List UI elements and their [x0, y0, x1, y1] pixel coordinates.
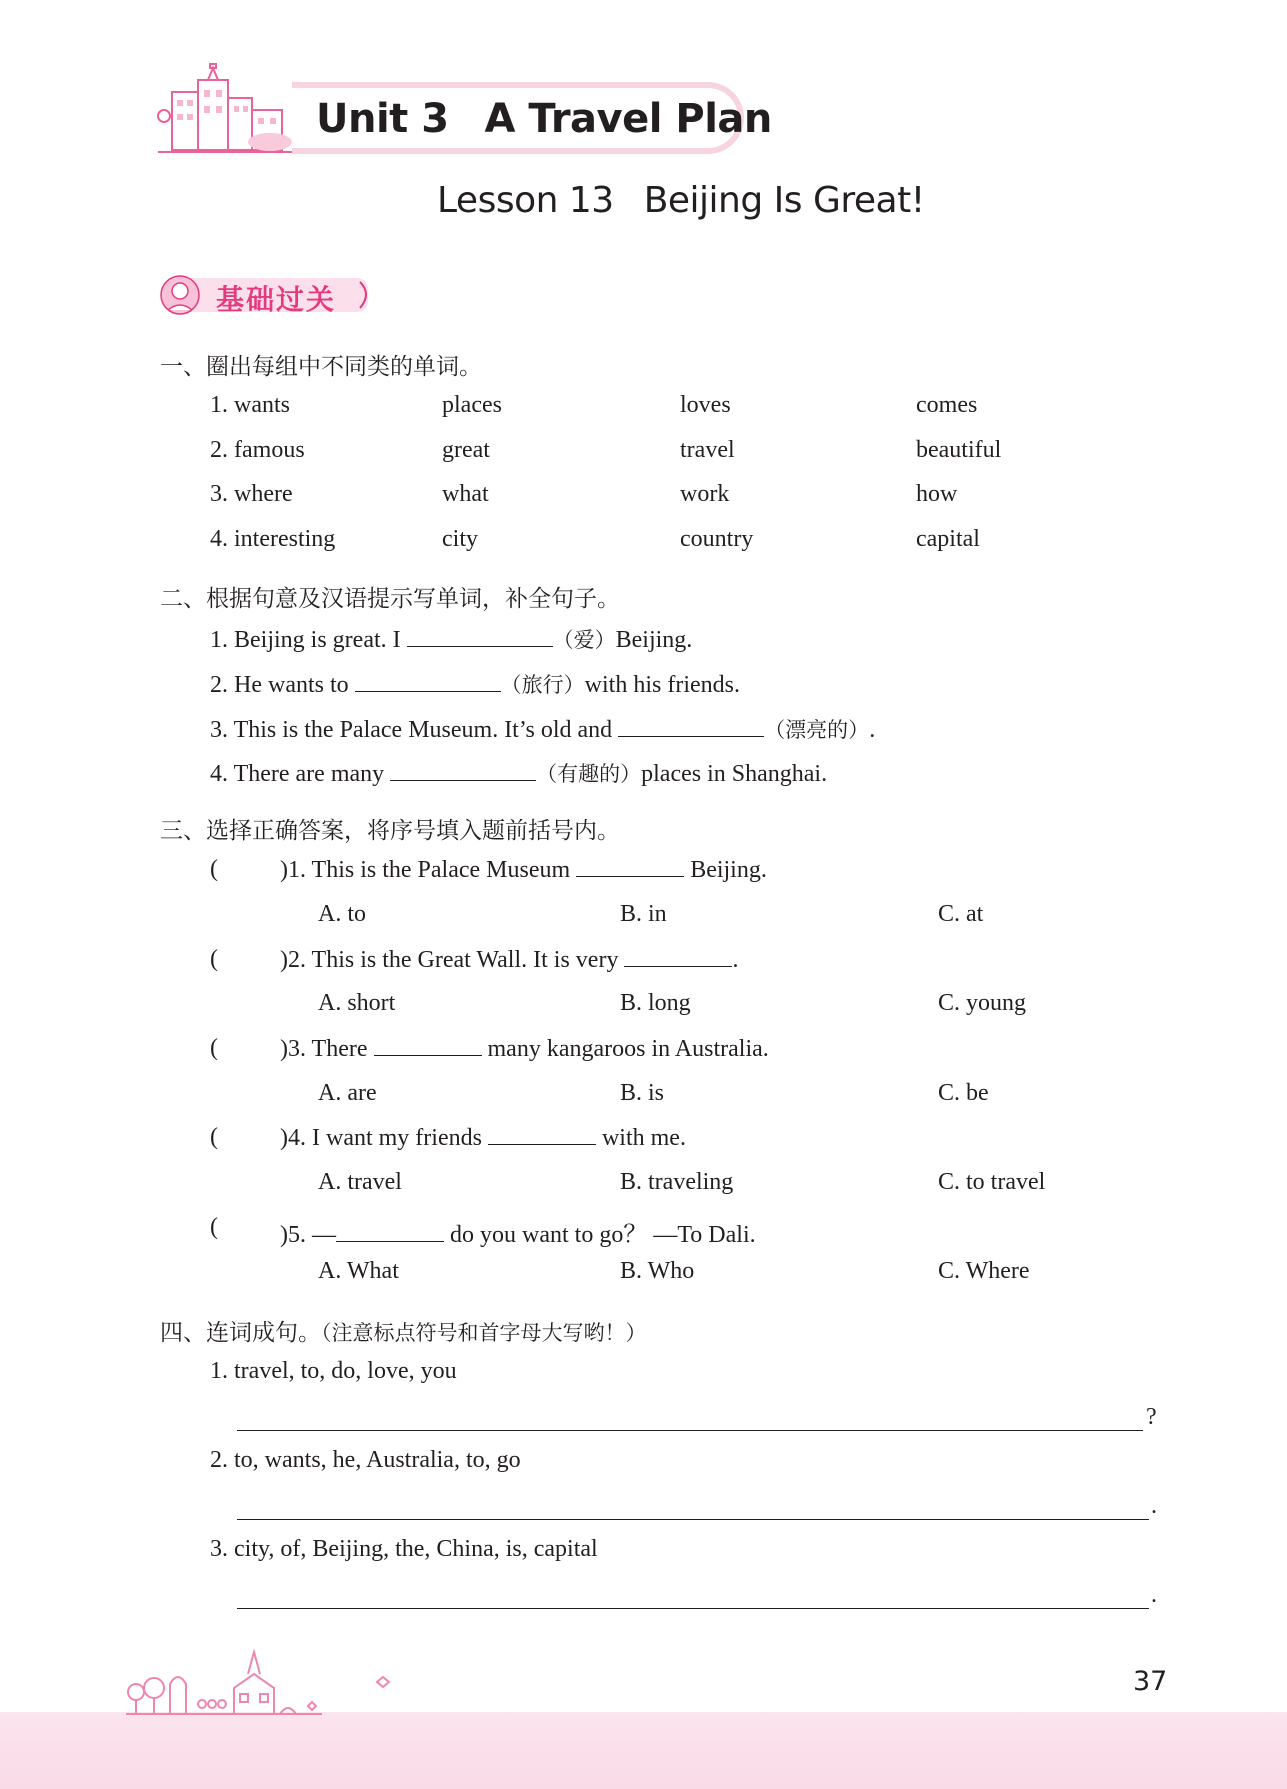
answer-line-3[interactable] [237, 1608, 1149, 1609]
part3-q2-option-a: A. short [318, 990, 396, 1016]
part2-item-3 [210, 714, 875, 744]
part3-q5-option-b: B. Who [620, 1258, 695, 1284]
question-text: )4. I want my friends [280, 1125, 482, 1151]
question-text: do you want to go？ —To Dali. [450, 1222, 756, 1248]
answer-line-2[interactable] [237, 1519, 1149, 1520]
unit-number: Unit 3 [316, 96, 449, 142]
part4-heading-text: 四、连词成句。 [160, 1320, 321, 1346]
part4-item-3-words: 3. city, of, Beijing, the, China, is, capital [210, 1536, 598, 1562]
question-text: )5. — [280, 1222, 336, 1248]
part1-row-2-word-c: travel [680, 437, 735, 463]
part2-item-1-hint: （爱） [552, 628, 616, 652]
part3-q4-option-b: B. traveling [620, 1169, 734, 1195]
part3-question-1 [280, 856, 767, 884]
part2-item-2-hint: （旅行） [500, 673, 585, 697]
part3-q1-option-a: A. to [318, 901, 366, 927]
part3-question-3 [280, 1035, 769, 1063]
question-text: )1. This is the Palace Museum [280, 857, 571, 883]
part3-question-2 [280, 946, 738, 974]
part1-row-1-word-b: places [442, 392, 502, 418]
part2-item-4-hint: （有趣的） [536, 762, 642, 786]
part1-row-2-word-d: beautiful [916, 437, 1002, 463]
fill-blank[interactable] [390, 760, 536, 781]
question-text: with me. [601, 1125, 686, 1151]
fill-blank[interactable] [488, 1124, 596, 1145]
part3-heading: 三、选择正确答案，将序号填入题前括号内。 [160, 818, 620, 844]
fill-blank[interactable] [618, 716, 764, 737]
part1-row-1-word-a: 1. wants [210, 392, 290, 418]
part4-item-1-words: 1. travel, to, do, love, you [210, 1358, 457, 1384]
lesson-number: Lesson 13 [437, 180, 614, 221]
question-text: )3. There [280, 1036, 368, 1062]
part4-heading [160, 1314, 647, 1347]
fill-blank[interactable] [576, 856, 684, 877]
part4-heading-note: （注意标点符号和首字母大写哟！） [321, 1321, 647, 1345]
part1-row-1-word-c: loves [680, 392, 731, 418]
fill-blank[interactable] [336, 1221, 444, 1242]
lesson-name: Beijing Is Great! [643, 180, 925, 221]
part1-row-4-word-b: city [442, 526, 478, 552]
part3-paren-1[interactable]: ( [210, 856, 218, 882]
part2-item-4-after: places in Shanghai. [641, 761, 828, 787]
part1-row-3-word-c: work [680, 481, 730, 507]
part3-q4-option-c: C. to travel [938, 1169, 1046, 1195]
part3-paren-4[interactable]: ( [210, 1124, 218, 1150]
part2-item-2-before: 2. He wants to [210, 672, 349, 698]
part3-q3-option-a: A. are [318, 1080, 377, 1106]
part3-question-5 [280, 1214, 756, 1249]
answer-line-1[interactable] [237, 1430, 1143, 1431]
part2-item-3-before: 3. This is the Palace Museum. It’s old and [210, 717, 613, 743]
buildings-illustration [150, 62, 300, 162]
footer-town-illustration [122, 1648, 402, 1718]
part1-row-4-word-c: country [680, 526, 754, 552]
part3-q5-option-c: C. Where [938, 1258, 1030, 1284]
part3-question-4 [280, 1124, 686, 1152]
part1-row-3-word-a: 3. where [210, 481, 293, 507]
part2-item-4-before: 4. There are many [210, 761, 385, 787]
part2-item-4 [210, 758, 827, 788]
part2-item-3-after: . [869, 717, 876, 743]
fill-blank[interactable] [374, 1035, 482, 1056]
part2-item-1-after: Beijing. [615, 627, 693, 653]
part3-q2-option-b: B. long [620, 990, 691, 1016]
part2-item-2-after: with his friends. [584, 672, 740, 698]
fill-blank[interactable] [355, 671, 501, 692]
part3-paren-5[interactable]: ( [210, 1214, 218, 1240]
part1-row-2-word-b: great [442, 437, 490, 463]
part1-row-3-word-b: what [442, 481, 489, 507]
part1-row-4-word-a: 4. interesting [210, 526, 336, 552]
unit-title [316, 96, 772, 142]
part3-q1-option-b: B. in [620, 901, 667, 927]
part4-item-2-end: . [1151, 1493, 1157, 1519]
page-number: 37 [1133, 1666, 1168, 1697]
footer-band [0, 1712, 1287, 1789]
question-text: . [732, 947, 739, 973]
part2-item-1 [210, 624, 692, 654]
part4-item-3-end: . [1151, 1582, 1157, 1608]
unit-name: A Travel Plan [484, 96, 772, 142]
question-text: )2. This is the Great Wall. It is very [280, 947, 619, 973]
part4-item-1-end: ? [1146, 1404, 1157, 1430]
part1-row-2-word-a: 2. famous [210, 437, 305, 463]
question-text: Beijing. [690, 857, 767, 883]
part3-q1-option-c: C. at [938, 901, 984, 927]
part3-q5-option-a: A. What [318, 1258, 399, 1284]
part3-paren-2[interactable]: ( [210, 946, 218, 972]
section-badge-label: 基础过关 [216, 283, 337, 316]
part1-row-4-word-d: capital [916, 526, 980, 552]
part2-item-1-before: 1. Beijing is great. I [210, 627, 401, 653]
question-text: many kangaroos in Australia. [487, 1036, 769, 1062]
part1-row-3-word-d: how [916, 481, 958, 507]
fill-blank[interactable] [407, 626, 553, 647]
part3-q4-option-a: A. travel [318, 1169, 402, 1195]
part3-paren-3[interactable]: ( [210, 1035, 218, 1061]
part1-row-1-word-d: comes [916, 392, 978, 418]
part2-item-2 [210, 669, 740, 699]
part3-q2-option-c: C. young [938, 990, 1027, 1016]
part3-q3-option-c: C. be [938, 1080, 989, 1106]
part1-heading: 一、圈出每组中不同类的单词。 [160, 354, 482, 380]
part2-heading: 二、根据句意及汉语提示写单词，补全句子。 [160, 586, 620, 612]
lesson-title [437, 180, 925, 221]
part4-item-2-words: 2. to, wants, he, Australia, to, go [210, 1447, 521, 1473]
part2-item-3-hint: （漂亮的） [764, 718, 870, 742]
fill-blank[interactable] [624, 946, 732, 967]
part3-q3-option-b: B. is [620, 1080, 665, 1106]
